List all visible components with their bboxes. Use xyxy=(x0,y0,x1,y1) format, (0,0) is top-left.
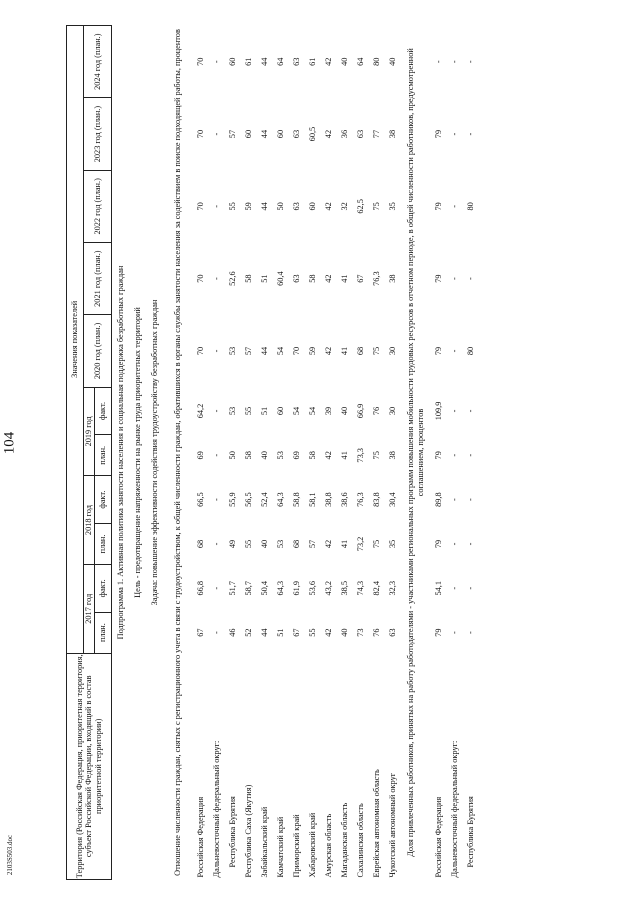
value-cell: 74,3 xyxy=(356,581,366,596)
territory-name: Российская Федерация xyxy=(196,796,206,878)
value-cell: - xyxy=(466,132,476,136)
value-cell: 58,7 xyxy=(244,581,254,596)
value-cell: - xyxy=(212,277,222,281)
value-cell: 82,4 xyxy=(372,581,382,596)
table-body-section2 xyxy=(401,26,431,880)
value-cell: - xyxy=(212,498,222,501)
header-year-2023: 2023 год (план.) xyxy=(84,98,112,170)
value-cell: 49 xyxy=(228,539,238,549)
value-cell: 40 xyxy=(340,628,350,637)
header-year-2019: 2019 год xyxy=(84,387,95,476)
value-cell: 60 xyxy=(308,202,318,211)
value-cell: 59 xyxy=(244,202,254,211)
subprogram-title: Подпрограмма 1. Активная политика занятости населения и социальная поддержка безработных граждан xyxy=(115,265,125,640)
table-row xyxy=(289,26,305,880)
territory-name: Республика Бурятия xyxy=(466,796,476,868)
value-cell: 50 xyxy=(276,202,286,211)
territory-name: Сахалинская область xyxy=(356,803,366,878)
table-row xyxy=(273,26,289,880)
value-cell: 79 xyxy=(434,628,444,637)
value-cell: - xyxy=(466,409,476,413)
table-row xyxy=(257,26,273,880)
value-cell: - xyxy=(450,631,460,634)
value-cell: 75 xyxy=(372,346,382,356)
value-cell: 30 xyxy=(388,346,398,356)
value-cell: 70 xyxy=(196,202,206,211)
value-cell: 73 xyxy=(356,628,366,637)
value-cell: - xyxy=(212,132,222,136)
document-code: 2103S503.doc xyxy=(6,834,14,876)
value-cell: 50 xyxy=(228,451,238,460)
rotated-table-container xyxy=(66,25,596,880)
value-cell: 57 xyxy=(244,346,254,356)
value-cell: 32 xyxy=(340,202,350,211)
indicator-title-mobility: Доля привлеченных работников, принятых на работу работодателями - участниками региональных программ повышения мобильности трудовых ресурсов в отчетном периоде, в общей численности работников, предусмотренной соглашением, процентов xyxy=(406,48,425,857)
value-cell: 53 xyxy=(228,406,238,416)
value-cell: 79 xyxy=(434,346,444,356)
value-cell: 67 xyxy=(292,628,302,637)
header-indicators: Значения показателей xyxy=(67,26,84,654)
value-cell: 70 xyxy=(292,346,302,356)
value-cell: 60,5 xyxy=(308,126,318,142)
territory-name: Амурская область xyxy=(324,813,334,878)
value-cell: - xyxy=(212,631,222,634)
value-cell: 68 xyxy=(292,539,302,549)
value-cell: - xyxy=(450,409,460,413)
value-cell: - xyxy=(466,453,476,457)
territory-name: Еврейская автономная область xyxy=(372,769,382,878)
value-cell: 55 xyxy=(244,406,254,416)
value-cell: - xyxy=(466,60,476,64)
value-cell: 55 xyxy=(228,202,238,211)
value-cell: 53 xyxy=(276,539,286,549)
value-cell: 30 xyxy=(388,406,398,416)
value-cell: 69 xyxy=(196,451,206,460)
value-cell: 64,3 xyxy=(276,581,286,596)
value-cell: - xyxy=(466,542,476,546)
territory-name: Республика Бурятия xyxy=(228,796,238,868)
value-cell: - xyxy=(450,498,460,501)
value-cell: 55,9 xyxy=(228,492,238,507)
value-cell: 53,6 xyxy=(308,581,318,596)
value-cell: 30,4 xyxy=(388,492,398,507)
value-cell: 36 xyxy=(340,129,350,139)
value-cell: - xyxy=(450,204,460,208)
value-cell: 73,3 xyxy=(356,448,366,463)
value-cell: 63 xyxy=(292,274,302,283)
value-cell: 70 xyxy=(196,346,206,356)
value-cell: 38,5 xyxy=(340,581,350,596)
value-cell: 109,9 xyxy=(434,401,444,421)
header-year-2021: 2021 год (план.) xyxy=(84,243,112,315)
value-cell: 67 xyxy=(196,628,206,637)
indicators-table xyxy=(66,25,479,880)
value-cell: - xyxy=(450,349,460,353)
value-cell: 68 xyxy=(196,539,206,549)
value-cell: 63 xyxy=(356,129,366,139)
table-body-indicator1 xyxy=(193,26,401,880)
value-cell: 61 xyxy=(308,57,318,66)
value-cell: 40 xyxy=(260,539,270,549)
territory-name: Хабаровский край xyxy=(308,812,318,878)
value-cell: 83,8 xyxy=(372,492,382,507)
value-cell: 54 xyxy=(308,406,318,416)
header-territory: Территория (Российская Федерация, приоритетная территория, субъект Российской Федерации, входящий в состав приоритетной территории) xyxy=(67,653,112,879)
value-cell: - xyxy=(450,277,460,281)
header-year-2020: 2020 год (план.) xyxy=(84,315,112,387)
value-cell: 62,5 xyxy=(356,199,366,214)
value-cell: 35 xyxy=(388,539,398,549)
territory-name: Дальневосточный федеральный округ: xyxy=(212,740,222,878)
table-row xyxy=(241,26,257,880)
value-cell: 66,8 xyxy=(196,581,206,596)
value-cell: 41 xyxy=(340,274,350,283)
value-cell: 38 xyxy=(388,451,398,460)
value-cell: 40 xyxy=(388,57,398,66)
value-cell: 56,5 xyxy=(244,492,254,507)
value-cell: 44 xyxy=(260,346,270,356)
value-cell: 42 xyxy=(324,57,334,66)
table-row xyxy=(447,26,463,880)
value-cell: 67 xyxy=(356,274,366,283)
territory-name: Чукотский автономный округ xyxy=(388,772,398,878)
table-row xyxy=(193,26,209,880)
header-year-2017: 2017 год xyxy=(84,564,95,653)
value-cell: 57 xyxy=(228,129,238,139)
header-year-2022: 2022 год (план.) xyxy=(84,170,112,242)
value-cell: 43,2 xyxy=(324,581,334,596)
value-cell: 89,8 xyxy=(434,492,444,507)
value-cell: - xyxy=(212,204,222,208)
value-cell: 76,3 xyxy=(372,271,382,286)
value-cell: 42 xyxy=(324,202,334,211)
value-cell: 51 xyxy=(260,274,270,283)
territory-name: Республика Саха (Якутия) xyxy=(244,784,254,878)
value-cell: 61,9 xyxy=(292,581,302,596)
territory-name: Забайкальский край xyxy=(260,806,270,878)
value-cell: 51 xyxy=(276,628,286,637)
value-cell: 46 xyxy=(228,628,238,637)
value-cell: 69 xyxy=(292,451,302,460)
value-cell: 70 xyxy=(196,129,206,139)
table-header xyxy=(67,26,112,880)
header-plan: план. xyxy=(95,435,112,476)
header-year-2024: 2024 год (план.) xyxy=(84,26,112,98)
territory-name: Магаданская область xyxy=(340,802,350,878)
value-cell: 55 xyxy=(244,539,254,549)
value-cell: 63 xyxy=(292,57,302,66)
value-cell: 80 xyxy=(372,57,382,66)
goal-title: Цель - предотвращение напряженности на рынке труда приоритетных территорий xyxy=(132,307,142,598)
value-cell: 44 xyxy=(260,628,270,637)
value-cell: 80 xyxy=(466,202,476,211)
value-cell: 68 xyxy=(356,346,366,356)
value-cell: 52 xyxy=(244,628,254,637)
value-cell: 42 xyxy=(324,539,334,549)
value-cell: 50,4 xyxy=(260,581,270,596)
table-row xyxy=(353,26,369,880)
value-cell: 76,3 xyxy=(356,492,366,507)
value-cell: 70 xyxy=(196,274,206,283)
value-cell: - xyxy=(212,349,222,353)
value-cell: 38 xyxy=(388,129,398,139)
value-cell: 38,6 xyxy=(340,492,350,507)
value-cell: 42 xyxy=(324,274,334,283)
header-fact: факт. xyxy=(95,564,112,612)
value-cell: 41 xyxy=(340,539,350,549)
table-body xyxy=(112,26,194,880)
value-cell: 63 xyxy=(292,202,302,211)
value-cell: - xyxy=(212,542,222,546)
value-cell: 42 xyxy=(324,451,334,460)
value-cell: 58 xyxy=(244,451,254,460)
value-cell: 79 xyxy=(434,539,444,549)
table-row xyxy=(209,26,225,880)
value-cell: - xyxy=(466,277,476,281)
header-fact: факт. xyxy=(95,387,112,435)
value-cell: 76 xyxy=(372,628,382,637)
value-cell: - xyxy=(212,586,222,590)
indicator-title-employment: Отношение численности граждан, снятых с регистрационного учета в связи с трудоустройством, к общей численности граждан, обратившихся в органы службы занятости населения за содействием в поиске подходящей работы, процентов xyxy=(173,29,183,876)
value-cell: - xyxy=(212,60,222,64)
value-cell: 42 xyxy=(324,346,334,356)
value-cell: 32,3 xyxy=(388,581,398,596)
value-cell: 73,2 xyxy=(356,536,366,552)
value-cell: 60 xyxy=(244,129,254,139)
value-cell: 79 xyxy=(434,202,444,211)
value-cell: - xyxy=(466,631,476,634)
value-cell: 41 xyxy=(340,346,350,356)
value-cell: 66,9 xyxy=(356,403,366,419)
value-cell: 57 xyxy=(308,539,318,549)
header-fact: факт. xyxy=(95,476,112,524)
value-cell: - xyxy=(466,586,476,590)
value-cell: - xyxy=(212,409,222,413)
value-cell: 53 xyxy=(276,451,286,460)
value-cell: 64,3 xyxy=(276,492,286,507)
table-row xyxy=(431,26,447,880)
value-cell: 40 xyxy=(260,451,270,460)
value-cell: 51,7 xyxy=(228,581,238,596)
value-cell: 66,5 xyxy=(196,492,206,507)
value-cell: 55 xyxy=(308,628,318,637)
value-cell: 63 xyxy=(292,129,302,139)
value-cell: 79 xyxy=(434,129,444,139)
table-row xyxy=(321,26,337,880)
value-cell: 75 xyxy=(372,451,382,460)
value-cell: 44 xyxy=(260,202,270,211)
table-row xyxy=(463,26,479,880)
value-cell: 58 xyxy=(308,451,318,460)
value-cell: 40 xyxy=(340,57,350,66)
table-body-indicator2 xyxy=(431,26,479,880)
value-cell: 52,6 xyxy=(228,271,238,286)
territory-name: Дальневосточный федеральный округ: xyxy=(450,740,460,878)
value-cell: 76 xyxy=(372,406,382,416)
value-cell: 60 xyxy=(228,57,238,66)
value-cell: 60 xyxy=(276,129,286,139)
value-cell: - xyxy=(212,453,222,457)
value-cell: 75 xyxy=(372,539,382,549)
value-cell: 42 xyxy=(324,129,334,139)
table-row xyxy=(225,26,241,880)
value-cell: 80 xyxy=(466,346,476,356)
header-plan: план. xyxy=(95,612,112,653)
table-row xyxy=(337,26,353,880)
value-cell: 58,1 xyxy=(308,492,318,507)
value-cell: - xyxy=(450,60,460,64)
value-cell: - xyxy=(466,498,476,501)
value-cell: 42 xyxy=(324,628,334,637)
value-cell: 77 xyxy=(372,129,382,139)
value-cell: - xyxy=(450,542,460,546)
value-cell: 58 xyxy=(244,274,254,283)
table-row xyxy=(385,26,401,880)
value-cell: 53 xyxy=(228,346,238,356)
value-cell: 39 xyxy=(324,406,334,416)
value-cell: 44 xyxy=(260,57,270,66)
territory-name: Камчатский край xyxy=(276,816,286,878)
value-cell: 54 xyxy=(276,346,286,356)
value-cell: 51 xyxy=(260,406,270,416)
value-cell: 44 xyxy=(260,129,270,139)
table-row xyxy=(369,26,385,880)
value-cell: 70 xyxy=(196,57,206,66)
value-cell: 60,4 xyxy=(276,271,286,286)
value-cell: 59 xyxy=(308,346,318,356)
value-cell: 64,2 xyxy=(196,403,206,419)
value-cell: 58,8 xyxy=(292,492,302,507)
value-cell: 79 xyxy=(434,451,444,460)
value-cell: 79 xyxy=(434,274,444,283)
value-cell: 54,1 xyxy=(434,581,444,596)
task-title: Задача: повышение эффективности содействия трудоустройству безработных граждан xyxy=(149,299,159,606)
value-cell: - xyxy=(434,60,444,64)
value-cell: 40 xyxy=(340,406,350,416)
value-cell: 63 xyxy=(388,628,398,637)
value-cell: 54 xyxy=(292,406,302,416)
table-row xyxy=(305,26,321,880)
value-cell: 35 xyxy=(388,202,398,211)
value-cell: 38 xyxy=(388,274,398,283)
value-cell: - xyxy=(450,586,460,590)
value-cell: - xyxy=(450,453,460,457)
value-cell: 61 xyxy=(244,57,254,66)
value-cell: 64 xyxy=(356,57,366,66)
value-cell: - xyxy=(450,132,460,136)
territory-name: Приморский край xyxy=(292,814,302,878)
value-cell: 38,8 xyxy=(324,492,334,507)
value-cell: 75 xyxy=(372,202,382,211)
header-year-2018: 2018 год xyxy=(84,476,95,565)
value-cell: 41 xyxy=(340,451,350,460)
value-cell: 58 xyxy=(308,274,318,283)
value-cell: 60 xyxy=(276,406,286,416)
territory-name: Российская Федерация xyxy=(434,796,444,878)
value-cell: 64 xyxy=(276,57,286,66)
header-plan: план. xyxy=(95,523,112,564)
value-cell: 52,4 xyxy=(260,492,270,507)
